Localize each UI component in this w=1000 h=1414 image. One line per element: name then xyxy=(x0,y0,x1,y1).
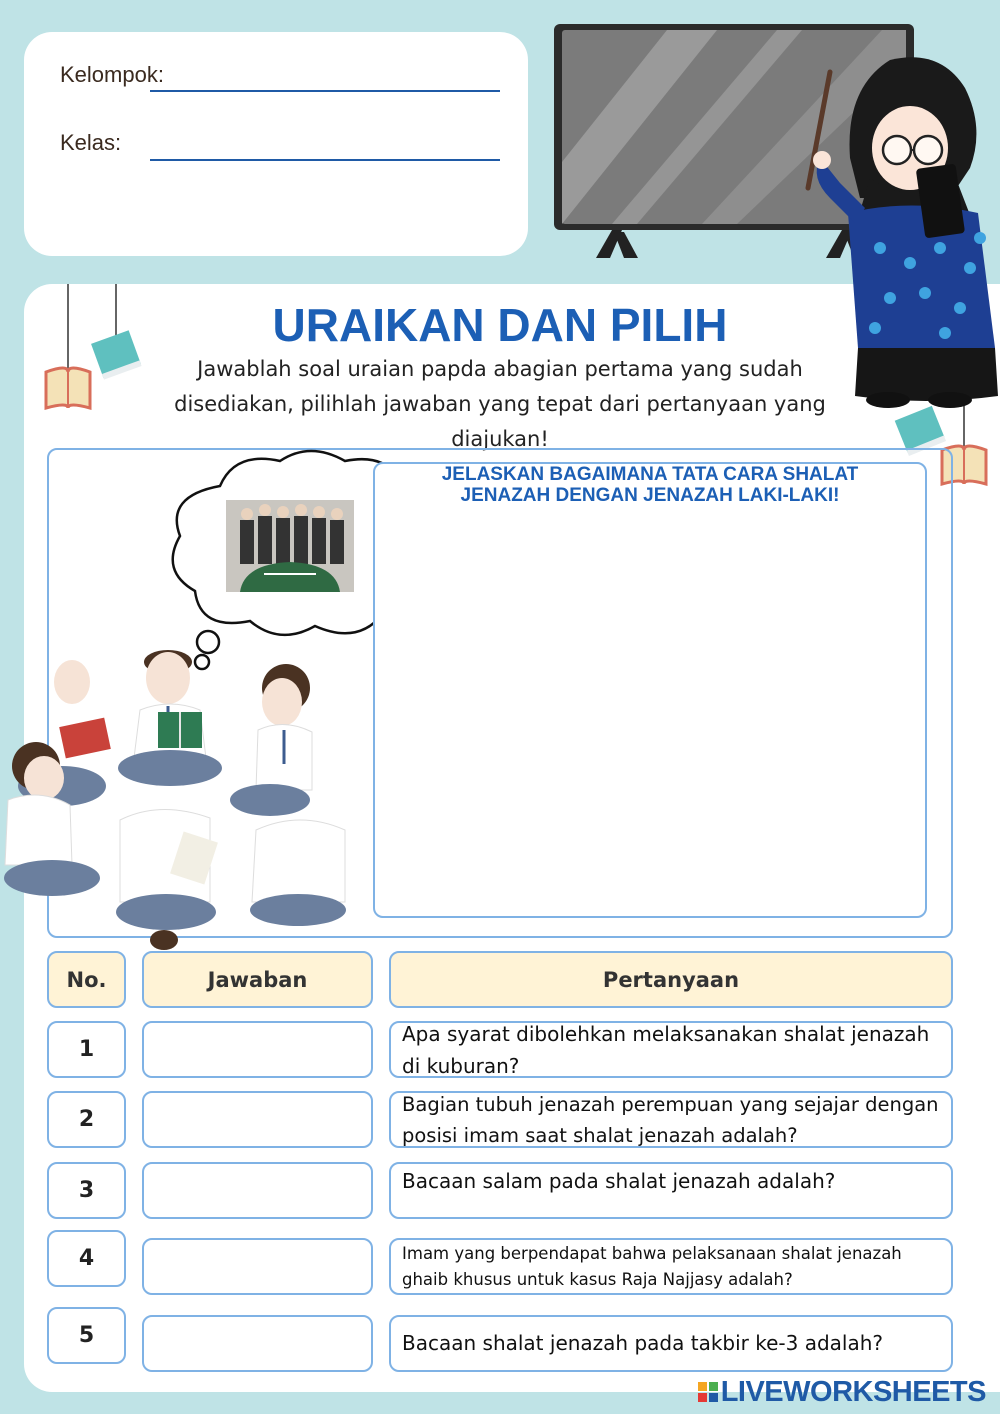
question-text: Bacaan salam pada shalat jenazah adalah? xyxy=(402,1169,836,1193)
class-label: Kelas: xyxy=(60,130,122,155)
instruction-text: Jawablah soal uraian papda abagian pertama yang sudah disediakan, pilihlah jawaban yang tepat dari pertanyaan yang diajukan! xyxy=(174,357,826,451)
answer-input[interactable] xyxy=(142,1091,373,1148)
answer-input[interactable] xyxy=(142,1238,373,1295)
question-cell xyxy=(389,1162,953,1219)
header-answer: Jawaban xyxy=(142,951,373,1008)
question-cell xyxy=(389,1315,953,1372)
answer-input[interactable] xyxy=(142,1162,373,1219)
header-question: Pertanyaan xyxy=(389,951,953,1008)
row-number: 2 xyxy=(47,1091,126,1148)
page-title: URAIKAN DAN PILIH xyxy=(272,299,728,351)
answer-input[interactable] xyxy=(142,1315,373,1372)
header-no: No. xyxy=(47,951,126,1008)
question-text: Imam yang berpendapat bahwa pelaksanaan shalat jenazah ghaib khusus untuk kasus Raja Najjasy adalah? xyxy=(402,1243,902,1289)
logo-text: LIVEWORKSHEETS xyxy=(720,1376,986,1408)
essay-question: JELASKAN BAGAIMANA TATA CARA SHALAT JENAZAH DENGAN JENAZAH LAKI-LAKI! xyxy=(441,464,859,506)
row-number: 4 xyxy=(47,1230,126,1287)
group-input-line[interactable] xyxy=(150,90,500,92)
class-input-line[interactable] xyxy=(150,159,500,161)
question-text: Apa syarat dibolehkan melaksanakan shalat jenazah di kuburan? xyxy=(402,1021,930,1078)
question-cell xyxy=(389,1238,953,1295)
row-number: 1 xyxy=(47,1021,126,1078)
liveworksheets-mark-icon xyxy=(698,1382,718,1402)
identity-card xyxy=(24,32,528,256)
answer-input[interactable] xyxy=(142,1021,373,1078)
liveworksheets-logo xyxy=(698,1376,986,1409)
funeral-prayer-photo xyxy=(226,500,354,592)
question-cell xyxy=(389,1021,953,1078)
group-label: Kelompok: xyxy=(60,62,164,87)
question-text: Bacaan shalat jenazah pada takbir ke-3 adalah? xyxy=(402,1331,884,1355)
essay-question-box[interactable] xyxy=(373,462,927,918)
question-cell xyxy=(389,1091,953,1148)
row-number: 5 xyxy=(47,1307,126,1364)
students-illustration xyxy=(0,640,360,970)
question-text: Bagian tubuh jenazah perempuan yang sejajar dengan posisi imam saat shalat jenazah adalah? xyxy=(402,1092,939,1147)
row-number: 3 xyxy=(47,1162,126,1219)
